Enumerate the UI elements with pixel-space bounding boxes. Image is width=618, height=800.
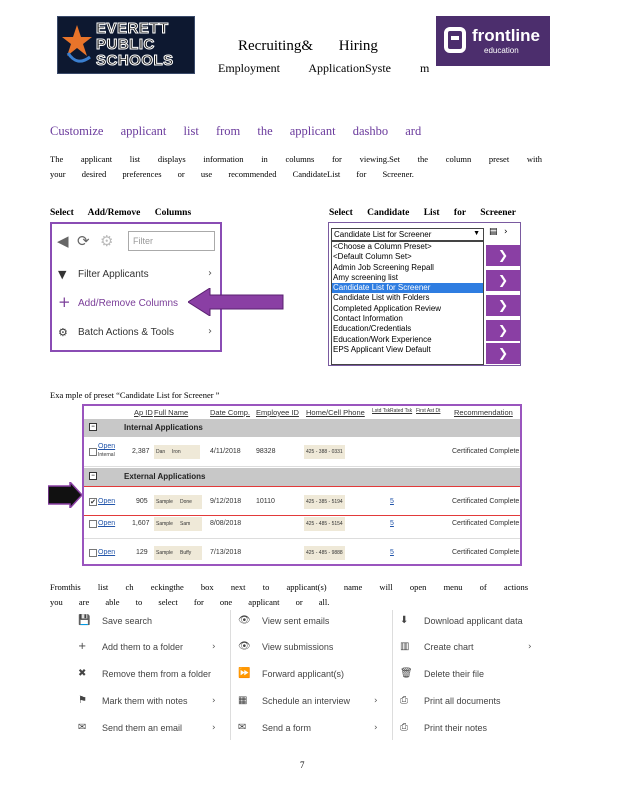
column-preset-select[interactable] bbox=[331, 228, 484, 241]
funnel-icon: ▼ bbox=[58, 268, 67, 281]
action-view-sent-emails[interactable] bbox=[238, 612, 388, 636]
action-download-applicant-data[interactable] bbox=[400, 612, 542, 636]
col-header[interactable]: Rated Tsk bbox=[390, 408, 413, 414]
action-label: Mark them with notes bbox=[102, 696, 188, 706]
first-name: Sample bbox=[154, 517, 182, 531]
go-button[interactable]: ❯ bbox=[486, 245, 520, 266]
logo-line-2: PUBLIC bbox=[96, 36, 155, 53]
refresh-icon[interactable]: ⟳ bbox=[77, 232, 90, 250]
row-checkbox-checked[interactable]: ✔ bbox=[90, 499, 96, 506]
menu-label: Batch Actions & Tools bbox=[78, 327, 174, 338]
chevron-right-icon: › bbox=[528, 642, 532, 652]
envelope-icon: ✉ bbox=[78, 722, 87, 733]
flag-icon: ⚑ bbox=[78, 695, 87, 706]
group-internal[interactable] bbox=[84, 419, 520, 437]
preset-option[interactable]: Candidate List with Folders bbox=[333, 293, 430, 303]
menu-batch-actions[interactable] bbox=[52, 318, 220, 348]
preset-option[interactable]: Education/Work Experience bbox=[333, 334, 432, 344]
group-external[interactable] bbox=[84, 468, 520, 486]
group-label: Internal Applications bbox=[124, 423, 203, 432]
column-preset-options[interactable] bbox=[331, 241, 484, 365]
preset-option[interactable]: Contact Information bbox=[333, 314, 403, 324]
row-pointer-arrow-icon bbox=[48, 482, 82, 508]
action-add-them-to-a-folder[interactable] bbox=[78, 638, 226, 662]
employee-id: 10110 bbox=[256, 498, 275, 505]
last-name: Buffy bbox=[178, 546, 202, 560]
col-header[interactable]: Ap ID bbox=[134, 408, 153, 417]
preset-option[interactable]: EPS Applicant View Default bbox=[333, 344, 431, 354]
preset-option[interactable]: Completed Application Review bbox=[333, 303, 442, 313]
row-checkbox[interactable] bbox=[89, 549, 97, 557]
eye-icon: 👁 bbox=[238, 641, 251, 652]
intro-paragraph: The applicant list displays information in columns for viewing.Set the column preset with your desired preferences or use recommended CandidateList for Screener. bbox=[50, 154, 542, 179]
first-name: Dan bbox=[154, 445, 182, 459]
action-schedule-an-interview[interactable] bbox=[238, 692, 388, 716]
action-label: Save search bbox=[102, 616, 153, 626]
download-icon: ⬇ bbox=[400, 615, 409, 626]
chevron-right-icon: › bbox=[374, 696, 378, 706]
group-checkbox[interactable]: − bbox=[89, 423, 97, 431]
column-preset-panel bbox=[328, 222, 521, 366]
action-label: Schedule an interview bbox=[262, 696, 351, 706]
chevron-right-icon: › bbox=[208, 326, 212, 337]
status-link[interactable]: Open bbox=[98, 549, 116, 556]
x-icon: ✖ bbox=[78, 668, 87, 679]
chart-icon: ▥ bbox=[400, 641, 410, 652]
floppy-icon: 💾 bbox=[78, 615, 91, 626]
back-arrow-icon[interactable]: ◀ bbox=[57, 232, 69, 250]
action-mark-them-with-notes[interactable] bbox=[78, 692, 226, 716]
table-row[interactable] bbox=[84, 538, 520, 566]
table-row[interactable] bbox=[84, 437, 520, 467]
recommendation: Certificated Complete bbox=[452, 549, 520, 556]
document-subtitle: Employment ApplicationSyste m bbox=[218, 61, 430, 75]
action-create-chart[interactable] bbox=[400, 638, 542, 662]
phone: 425 - 485 - 5154 bbox=[304, 517, 345, 531]
recommendation: Certificated Complete bbox=[452, 498, 520, 505]
status-link[interactable]: Open bbox=[98, 520, 116, 527]
chevron-right-icon[interactable]: › bbox=[504, 227, 508, 237]
preset-option[interactable]: Amy screening list bbox=[333, 272, 398, 282]
action-send-a-form[interactable] bbox=[238, 719, 388, 743]
preset-option[interactable]: <Default Column Set> bbox=[333, 252, 412, 262]
recommendation: Certificated Complete bbox=[452, 520, 520, 527]
group-checkbox[interactable]: − bbox=[89, 472, 97, 480]
last-name: Done bbox=[178, 495, 202, 509]
go-button[interactable]: ❯ bbox=[486, 295, 520, 316]
action-send-them-an-email[interactable] bbox=[78, 719, 226, 743]
table-row[interactable] bbox=[84, 509, 520, 539]
col-header[interactable]: Date Comp. bbox=[210, 408, 251, 417]
action-print-all-documents[interactable] bbox=[400, 692, 542, 716]
logo-line-3: SCHOOLS bbox=[96, 52, 174, 69]
col-header[interactable]: First Ast Dt bbox=[416, 408, 441, 414]
pointer-arrow-icon bbox=[188, 288, 284, 316]
menu-label: Filter Applicants bbox=[78, 269, 149, 280]
go-button[interactable]: ❯ bbox=[486, 343, 520, 364]
app-id: 2,387 bbox=[132, 448, 150, 455]
score-link[interactable]: 5 bbox=[390, 549, 394, 556]
document-title: Recruiting& Hiring bbox=[238, 38, 378, 54]
action-label: Add them to a folder bbox=[102, 642, 184, 652]
phone: 425 - 388 - 0331 bbox=[304, 445, 345, 459]
save-preset-icon[interactable]: ▤ bbox=[489, 227, 498, 237]
date-completed: 4/11/2018 bbox=[210, 448, 241, 455]
printer-icon: ⎙ bbox=[400, 722, 408, 733]
left-section-label: Select Add/Remove Columns bbox=[50, 208, 192, 218]
frontline-sub: education bbox=[484, 46, 519, 55]
chevron-right-icon: › bbox=[208, 268, 212, 279]
menu-filter-applicants[interactable] bbox=[52, 260, 220, 290]
preset-option[interactable]: Candidate List for Screener bbox=[332, 283, 483, 293]
recommendation: Certificated Complete bbox=[452, 448, 520, 455]
action-label: Create chart bbox=[424, 642, 474, 652]
action-label: Delete their file bbox=[424, 669, 485, 679]
col-header[interactable]: Lstd Tsk bbox=[372, 408, 391, 414]
preset-option[interactable]: <Choose a Column Preset> bbox=[333, 242, 432, 251]
settings-icon[interactable]: ⚙ bbox=[100, 232, 114, 250]
right-section-label: Select Candidate List for Screener bbox=[329, 208, 516, 218]
phone: 425 - 485 - 9888 bbox=[304, 546, 345, 560]
status-sub: Internal bbox=[98, 452, 115, 458]
preset-option[interactable]: Admin Job Screening Repall bbox=[333, 262, 434, 272]
action-forward-applicant-s[interactable] bbox=[238, 665, 388, 689]
action-label: Download applicant data bbox=[424, 616, 523, 626]
applicant-tools-panel bbox=[50, 222, 222, 352]
chevron-right-icon: › bbox=[212, 723, 216, 733]
frontline-logo bbox=[436, 16, 550, 66]
eye-icon: 👁 bbox=[238, 615, 251, 626]
first-name: Sample bbox=[154, 546, 182, 560]
action-label: Print their notes bbox=[424, 723, 488, 733]
action-label: Forward applicant(s) bbox=[262, 669, 345, 679]
caret-down-icon: ▼ bbox=[473, 230, 480, 237]
plus-icon: + bbox=[78, 641, 87, 652]
action-label: Send them an email bbox=[102, 723, 183, 733]
action-label: Remove them from a folder bbox=[102, 669, 212, 679]
action-label: View sent emails bbox=[262, 616, 330, 626]
toolbar bbox=[52, 224, 220, 258]
status-link[interactable]: Open bbox=[98, 443, 116, 450]
status-link[interactable]: Open bbox=[98, 498, 116, 505]
phone: 425 - 385 - 5194 bbox=[304, 495, 345, 509]
chevron-right-icon: › bbox=[374, 723, 378, 733]
action-view-submissions[interactable] bbox=[238, 638, 388, 662]
divider bbox=[230, 610, 231, 740]
filter-input[interactable]: Filter bbox=[128, 231, 215, 251]
app-id: 129 bbox=[136, 549, 148, 556]
example-label: Exa mple of preset “Candidate List for Screener ” bbox=[50, 390, 220, 400]
score-link[interactable]: 5 bbox=[390, 498, 394, 505]
divider bbox=[392, 610, 393, 740]
applicant-table bbox=[82, 404, 522, 566]
go-button[interactable]: ❯ bbox=[486, 320, 520, 341]
app-id: 905 bbox=[136, 498, 148, 505]
envelope-icon: ✉ bbox=[238, 722, 247, 733]
plus-icon: + bbox=[58, 293, 71, 311]
chevron-right-icon: › bbox=[212, 642, 216, 652]
gear-icon: ⚙ bbox=[58, 326, 68, 339]
section-heading: Customize applicant list from the applicant dashbo ard bbox=[50, 124, 422, 138]
action-label: Print all documents bbox=[424, 696, 501, 706]
frontline-mark-icon bbox=[444, 27, 466, 53]
page-number: 7 bbox=[300, 760, 305, 770]
col-header[interactable]: Home/Cell Phone bbox=[306, 408, 365, 417]
action-print-their-notes[interactable] bbox=[400, 719, 542, 743]
action-remove-them-from-a-folder[interactable] bbox=[78, 665, 226, 689]
col-header[interactable]: Full Name bbox=[154, 408, 189, 417]
logo-line-1: EVERETT bbox=[96, 20, 169, 37]
row-checkbox[interactable] bbox=[89, 448, 97, 456]
group-label: External Applications bbox=[124, 472, 206, 481]
first-name: Sample bbox=[154, 495, 182, 509]
star-figure-icon bbox=[62, 23, 92, 67]
date-completed: 9/12/2018 bbox=[210, 498, 242, 505]
preset-option[interactable]: Education/Credentials bbox=[333, 324, 412, 334]
everett-public-schools-logo bbox=[57, 16, 195, 74]
select-value: Candidate List for Screener bbox=[334, 230, 432, 239]
action-save-search[interactable] bbox=[78, 612, 226, 636]
row-checkbox[interactable] bbox=[89, 520, 97, 528]
chevron-right-icon: › bbox=[212, 696, 216, 706]
date-completed: 7/13/2018 bbox=[210, 549, 242, 556]
go-button[interactable]: ❯ bbox=[486, 270, 520, 291]
action-delete-their-file[interactable] bbox=[400, 665, 542, 689]
action-label: View submissions bbox=[262, 642, 334, 652]
app-id: 1,607 bbox=[132, 520, 150, 527]
employee-id: 98328 bbox=[256, 448, 276, 455]
score-link[interactable]: 5 bbox=[390, 520, 394, 527]
date-completed: 8/08/2018 bbox=[210, 520, 242, 527]
trash-icon: 🗑 bbox=[400, 668, 413, 679]
forward-icon: ⏩ bbox=[238, 668, 251, 679]
frontline-name: frontline bbox=[472, 26, 540, 45]
calendar-icon: ▦ bbox=[238, 695, 248, 706]
action-label: Send a form bbox=[262, 723, 312, 733]
actions-paragraph: Fromthis list ch eckingthe box next to applicant(s) name will open menu of actions you are able to select for one applicant or all. bbox=[50, 582, 528, 607]
menu-label: Add/Remove Columns bbox=[78, 298, 179, 309]
printer-icon: ⎙ bbox=[400, 695, 408, 706]
col-header[interactable]: Recommendation bbox=[454, 408, 513, 417]
last-name: Sam bbox=[178, 517, 202, 531]
col-header[interactable]: Employee ID bbox=[256, 408, 299, 417]
last-name: Iron bbox=[170, 445, 200, 459]
